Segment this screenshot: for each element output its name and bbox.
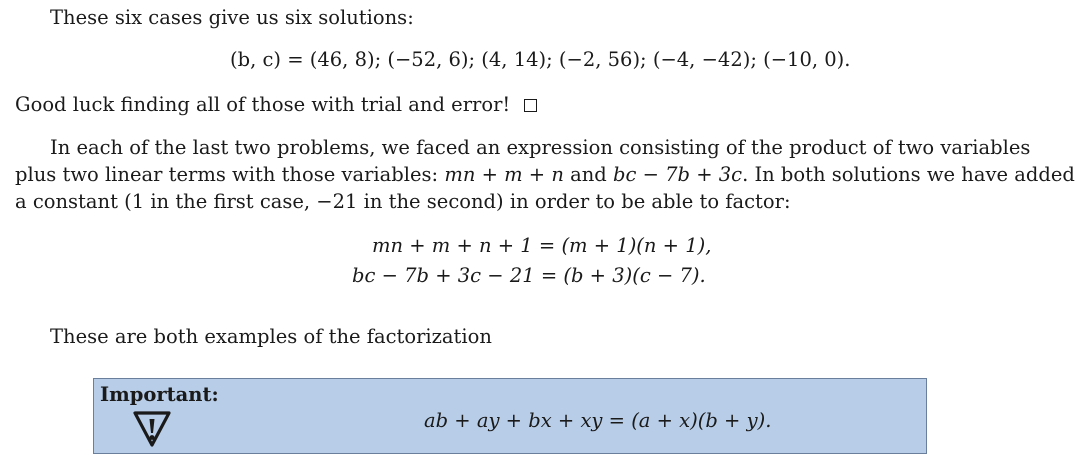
important-box: [93, 378, 927, 454]
paragraph-text: a constant (1 in the first case, −21 in the second) in order to be able to factor:: [15, 190, 791, 213]
paragraph-text: and: [563, 163, 613, 186]
solutions-equation: [230, 48, 850, 72]
inline-math-bc: bc − 7b + 3c: [612, 163, 743, 186]
paragraph-text: plus two linear terms with those variables:: [15, 163, 445, 186]
paragraph-factor-line1: [50, 136, 1030, 160]
factor-equation-1-text: mn + m + n + 1 = (m + 1)(n + 1),: [372, 234, 712, 257]
paragraph-factor-line2: [15, 163, 1075, 187]
paragraph-text: . In both solutions we have added: [742, 163, 1075, 186]
solutions-equation-text: (b, c) = (46, 8); (−52, 6); (4, 14); (−2, 56); (−4, −42); (−10, 0).: [230, 48, 851, 71]
paragraph-solutions-intro: [50, 6, 414, 30]
paragraph-text: These six cases give us six solutions:: [50, 6, 414, 29]
inline-math-mn: mn + m + n: [444, 163, 564, 186]
warning-exclamation-triangle-icon: [132, 409, 172, 449]
factor-equation-2-text: bc − 7b + 3c − 21 = (b + 3)(c − 7).: [352, 264, 706, 287]
important-formula: ab + ay + bx + xy = (a + x)(b + y).: [424, 409, 772, 432]
qed-square-icon: [524, 99, 537, 112]
paragraph-good-luck: [15, 93, 537, 117]
paragraph-examples: [50, 325, 492, 349]
paragraph-text: In each of the last two problems, we faced an expression consisting of the product of two variables: [50, 136, 1031, 159]
factor-equation-2: [352, 264, 706, 288]
paragraph-text: These are both examples of the factorization: [50, 325, 492, 348]
important-label: Important:: [100, 383, 219, 406]
factor-equation-1: [372, 234, 711, 258]
paragraph-factor-line3: [15, 190, 791, 214]
paragraph-text: Good luck finding all of those with trial and error!: [15, 93, 511, 116]
